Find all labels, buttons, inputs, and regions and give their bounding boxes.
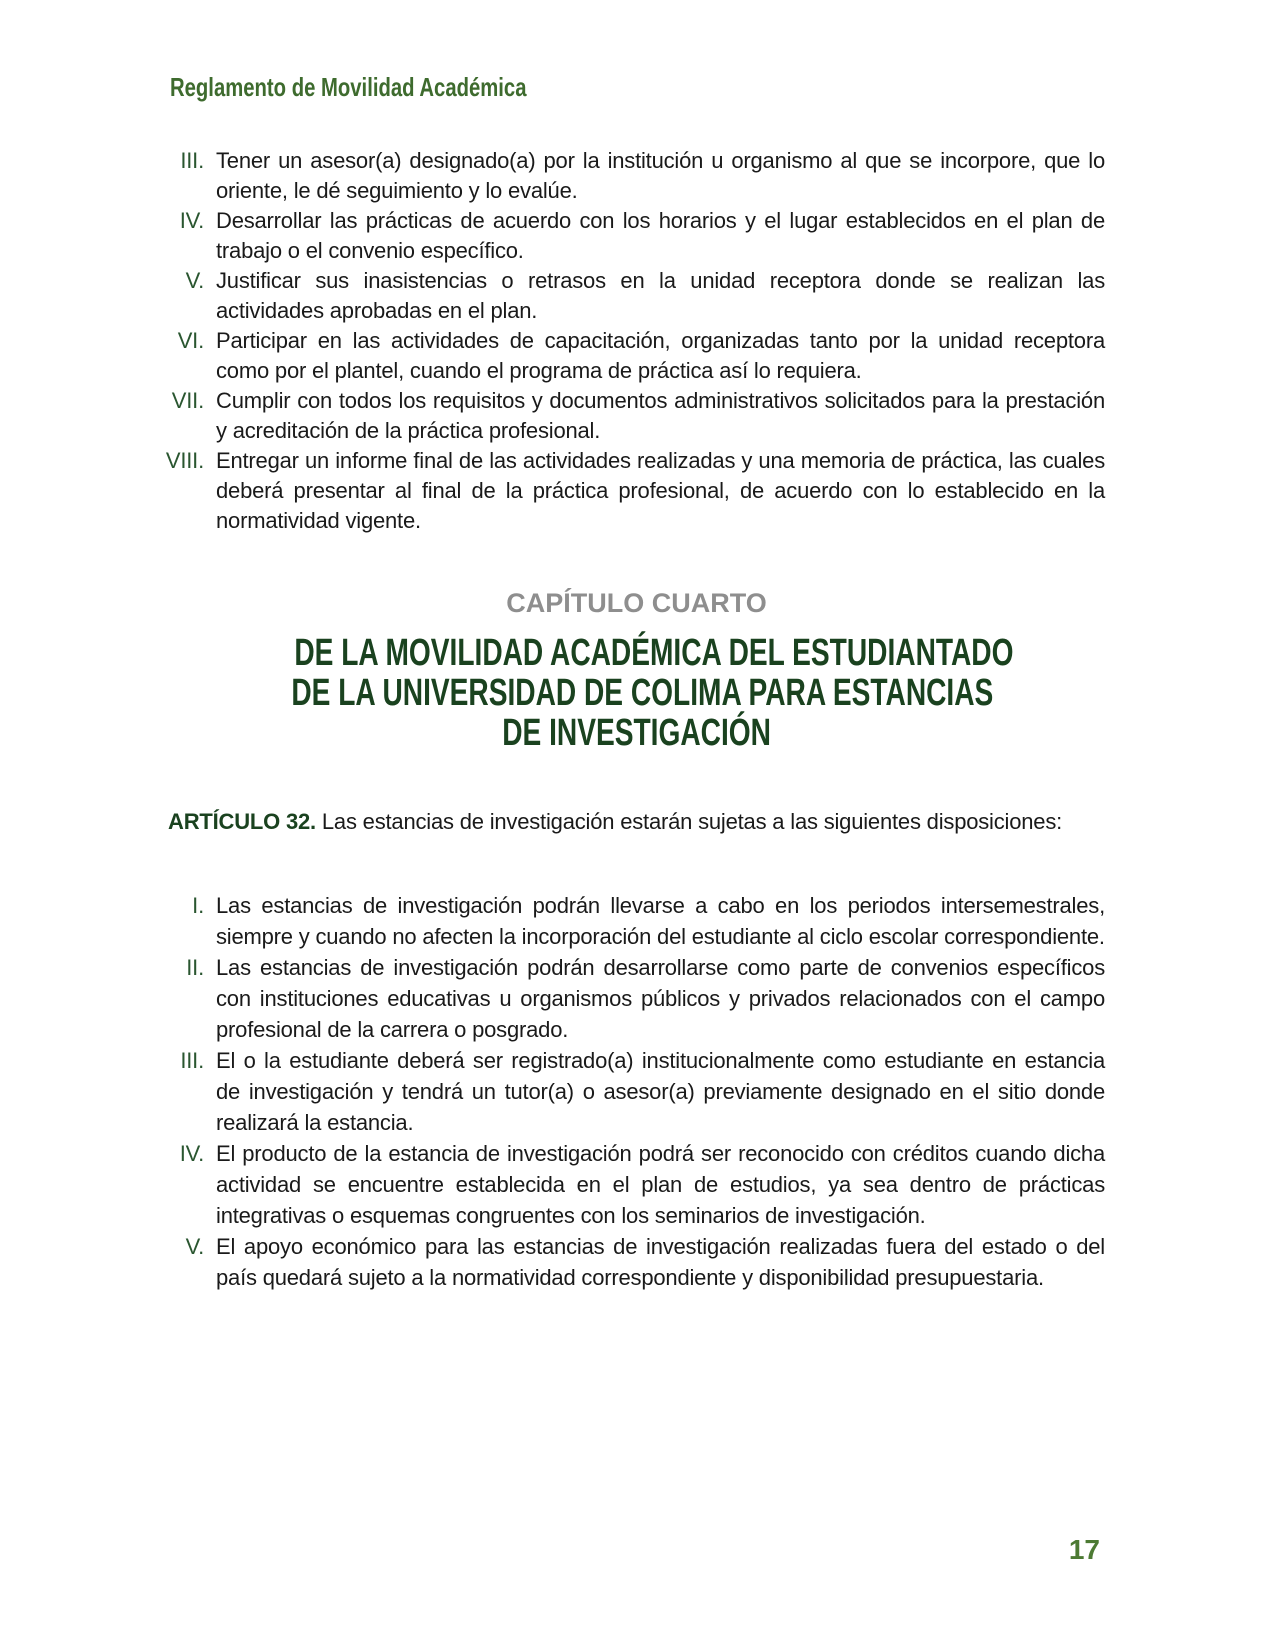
list-item-text: El o la estudiante deberá ser registrado(a) institucionalmente como estudiante en estancia de investigación y tendrá un tutor(a) o asesor(a) previamente designado en el sitio donde realizará la estancia.: [216, 1048, 1105, 1135]
chapter-title-line-3: [168, 713, 1105, 753]
chapter-title-line-2: [168, 673, 1105, 713]
article-32-text: Las estancias de investigación estarán sujetas a las siguientes disposiciones:: [321, 809, 1063, 834]
article-32-paragraph: [168, 806, 1105, 837]
list-item: [150, 326, 1105, 386]
list-item: [150, 146, 1105, 206]
list-item-numeral: VI.: [177, 328, 204, 353]
research-stays-dispositions-list: [150, 890, 1105, 1293]
page-number: 17: [1068, 1534, 1100, 1565]
article-32-label: ARTÍCULO 32.: [168, 809, 316, 834]
chapter-title-line-1: [168, 633, 1105, 673]
list-item-text: Entregar un informe final de las actividades realizadas y una memoria de práctica, las cuales deberá presentar al final de la práctica profesional, de acuerdo con lo establecido en la normatividad vigente.: [216, 448, 1105, 533]
list-item-text: El apoyo económico para las estancias de investigación realizadas fuera del estado o del país quedará sujeto a la normatividad correspondiente y disponibilidad presupuestaria.: [216, 1234, 1105, 1290]
list-item-numeral: IV.: [179, 208, 204, 233]
practices-obligations-list: [150, 146, 1105, 536]
list-item-text: Tener un asesor(a) designado(a) por la institución u organismo al que se incorpore, que lo oriente, le dé seguimiento y lo evalúe.: [216, 148, 1105, 203]
document-running-header: Reglamento de Movilidad Académica: [170, 72, 527, 102]
list-item-text: Justificar sus inasistencias o retrasos en la unidad receptora donde se realizan las actividades aprobadas en el plan.: [216, 268, 1105, 323]
list-item: [150, 386, 1105, 446]
list-item: [150, 952, 1105, 1045]
list-item: [150, 1231, 1105, 1293]
list-item-text: Cumplir con todos los requisitos y documentos administrativos solicitados para la prestación y acreditación de la práctica profesional.: [216, 388, 1105, 443]
chapter-title-text-1: DE LA MOVILIDAD ACADÉMICA DEL ESTUDIANTADO: [294, 632, 1014, 674]
list-item-numeral: III.: [180, 148, 204, 173]
list-item: [150, 446, 1105, 536]
list-item-numeral: I.: [192, 893, 204, 918]
chapter-title-text-2: DE LA UNIVERSIDAD DE COLIMA PARA ESTANCIAS: [291, 672, 994, 714]
list-item-numeral: VIII.: [165, 448, 204, 473]
list-item-numeral: II.: [186, 955, 204, 980]
list-item-text: El producto de la estancia de investigación podrá ser reconocido con créditos cuando dicha actividad se encuentre establecida en el plan de estudios, ya sea dentro de prácticas integrativas o esquemas congruentes con los seminarios de investigación.: [216, 1141, 1105, 1228]
list-item-numeral: V.: [185, 268, 204, 293]
list-item-numeral: III.: [180, 1048, 204, 1073]
list-item-text: Desarrollar las prácticas de acuerdo con los horarios y el lugar establecidos en el plan de trabajo o el convenio específico.: [216, 208, 1105, 263]
list-item: [150, 206, 1105, 266]
chapter-title-text-3: DE INVESTIGACIÓN: [502, 712, 771, 754]
list-item: [150, 1138, 1105, 1231]
list-item-numeral: IV.: [179, 1141, 204, 1166]
list-item: [150, 1045, 1105, 1138]
list-item-text: Participar en las actividades de capacitación, organizadas tanto por la unidad receptora como por el plantel, cuando el programa de práctica así lo requiera.: [216, 328, 1105, 383]
chapter-kicker: CAPÍTULO CUARTO: [506, 588, 767, 618]
list-item-text: Las estancias de investigación podrán llevarse a cabo en los periodos intersemestrales, siempre y cuando no afecten la incorporación del estudiante al ciclo escolar correspondiente.: [216, 893, 1105, 949]
list-item: [150, 266, 1105, 326]
list-item-text: Las estancias de investigación podrán desarrollarse como parte de convenios específicos con instituciones educativas u organismos públicos y privados relacionados con el campo profesional de la carrera o posgrado.: [216, 955, 1105, 1042]
chapter-heading-block: [168, 588, 1105, 753]
list-item: [150, 890, 1105, 952]
list-item-numeral: V.: [185, 1234, 204, 1259]
list-item-numeral: VII.: [171, 388, 204, 413]
